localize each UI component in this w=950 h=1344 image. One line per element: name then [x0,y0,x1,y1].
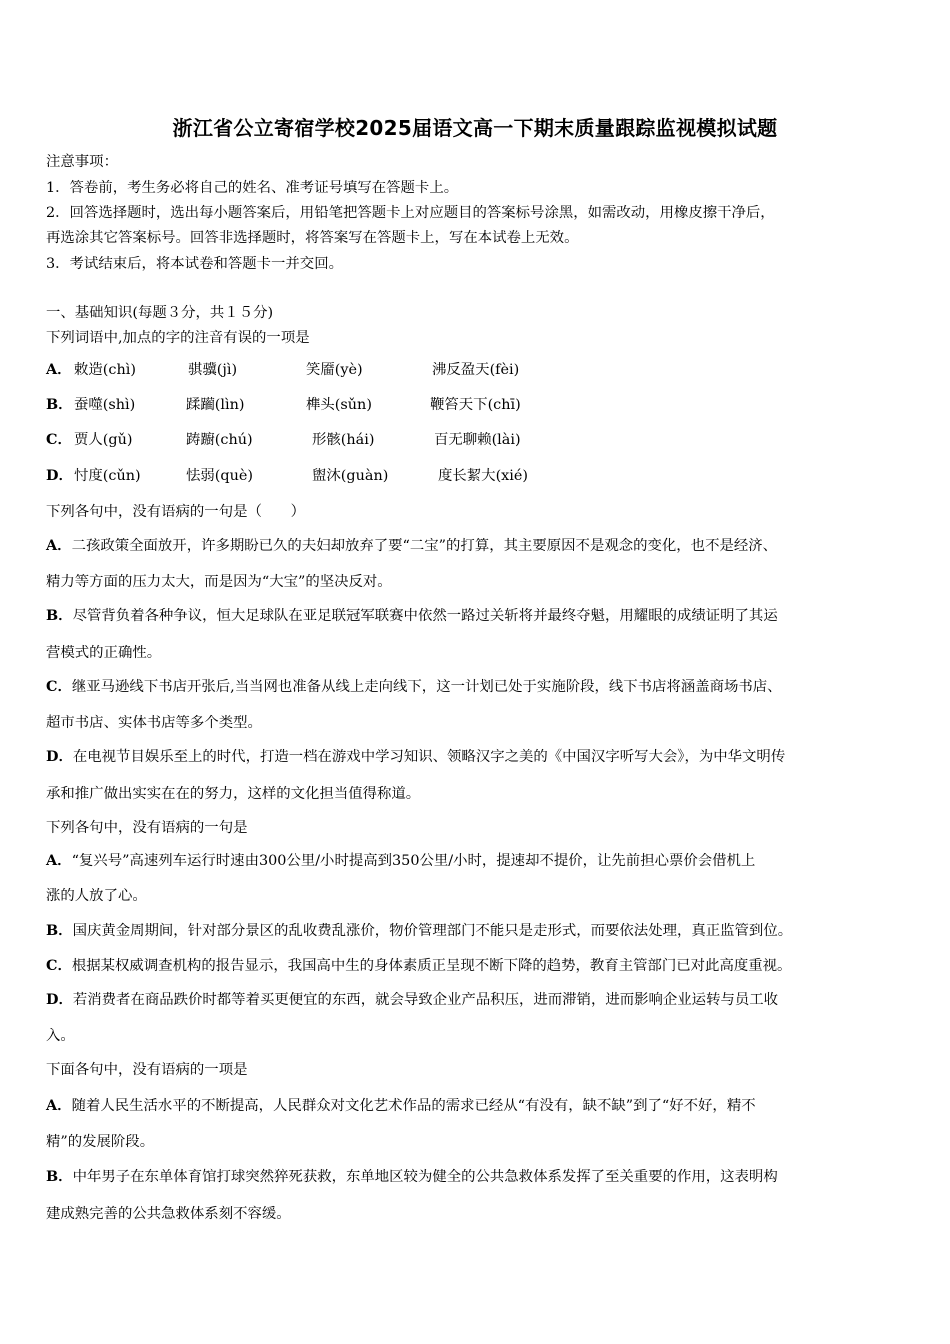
option-word: 忖度(cǔn) [74,468,141,484]
option-letter: B． [46,922,73,939]
option-text: 国庆黄金周期间，针对部分景区的乱收费乱涨价，物价管理部门不能只是走形式，而要依法处理，真正监管到位。 [72,923,793,939]
section-heading: 一、基础知识(每题３分，共１５分) [46,305,274,321]
option-line: 营模式的正确性。 [46,645,162,661]
option-letter: B． [46,396,73,413]
notice-item: 再选涂其它答案标号。回答非选择题时，将答案写在答题卡上，写在本试卷上无效。 [46,230,579,246]
option-line [46,851,912,871]
option-letter: D． [46,748,73,765]
option-text: 二孩政策全面放开，许多期盼已久的夫妇却放弃了要“二宝”的打算，其主要原因不是观念的变化，也不是经济、 [71,538,778,554]
option-text: 随着人民生活水平的不断提高，人民群众对文化艺术作品的需求已经从“有没有，缺不缺”到了“好不好，精不 [71,1098,756,1114]
option-text: 继亚马逊线下书店开张后,当当网也准备从线上走向线下，这一计划已处于实施阶段，线下书店将涵盖商场书店、 [71,679,782,695]
notice-item: 3．考试结束后，将本试卷和答题卡一并交回。 [46,256,343,272]
option-word: 盥沐(guàn) [312,468,389,484]
option-letter: C． [46,678,72,695]
option-letter: B． [46,1168,73,1185]
question-stem: 下列词语中,加点的字的注音有误的一项是 [46,330,310,346]
option-letter: A． [46,1097,72,1114]
option-line: 超市书店、实体书店等多个类型。 [46,715,262,731]
option-line: 精”的发展阶段。 [46,1134,155,1150]
option-word: 鞭笞天下(chī) [430,397,521,413]
option-line [46,1167,912,1187]
option-word: 骐骥(jì) [188,362,238,378]
option-word: 沸反盈天(fèi) [432,362,520,378]
option-line [46,921,912,941]
option-line [46,606,912,626]
option-letter: B． [46,607,73,624]
option-word: 贾人(gǔ) [74,432,133,448]
option-letter: D． [46,467,73,484]
option-text: 中年男子在东单体育馆打球突然猝死获救，东单地区较为健全的公共急救体系发挥了至关重要的作用，这表明构 [72,1169,778,1185]
option-word: 敕造(chì) [74,362,136,378]
option-text: 在电视节目娱乐至上的时代，打造一档在游戏中学习知识、领略汉字之美的《中国汉字听写大会》，为中华文明传 [72,749,786,765]
option-word: 蹂躏(lìn) [186,397,245,413]
option-line: 涨的人放了心。 [46,888,147,904]
option-word: 踌躕(chú) [186,432,253,448]
option-line: 入。 [46,1028,75,1044]
option-letter: A． [46,852,72,869]
option-letter: D． [46,991,73,1008]
option-line [46,1096,912,1116]
option-line: 建成熟完善的公共急救体系刻不容缓。 [46,1206,291,1222]
option-word: 百无聊赖(lài) [434,432,521,448]
option-letter: A． [46,361,72,378]
option-text: “复兴号”高速列车运行时速由300公里/小时提高到350公里/小时，提速却不提价，让先前担心票价会借机上 [71,853,756,869]
option-text: 尽管背负着各种争议，恒大足球队在亚足联冠军联赛中依然一路过关斩将并最终夺魁，用耀眼的成绩证明了其运 [72,608,778,624]
option-line [46,747,912,767]
option-word: 怯弱(què) [186,468,254,484]
question-stem: 下列各句中，没有语病的一句是（ ） [46,504,306,520]
option-letter: A． [46,537,72,554]
option-line [46,956,912,976]
question-stem: 下面各句中，没有语病的一项是 [46,1062,248,1078]
option-line: 精力等方面的压力太大，而是因为“大宝”的坚决反对。 [46,574,392,590]
notice-item: 2．回答选择题时，选出每小题答案后，用铅笔把答题卡上对应题目的答案标号涂黑，如需改动，用橡皮擦干净后， [46,205,775,221]
option-text: 根据某权威调查机构的报告显示，我国高中生的身体素质正呈现不断下降的趋势，教育主管部门已对此高度重视。 [71,958,792,974]
question-stem: 下列各句中，没有语病的一句是 [46,820,248,836]
option-line: 承和推广做出实实在在的努力，这样的文化担当值得称道。 [46,786,421,802]
page-title: 浙江省公立寄宿学校2025届语文高一下期末质量跟踪监视模拟试题 [172,116,778,140]
notice-heading: 注意事项： [46,154,118,170]
option-letter: C． [46,957,72,974]
option-line [46,990,912,1010]
notice-item: 1．答卷前，考生务必将自己的姓名、准考证号填写在答题卡上。 [46,180,459,196]
option-word: 度长絜大(xié) [438,468,529,484]
option-word: 蚕噬(shì) [74,397,136,413]
option-line [46,536,912,556]
option-text: 若消费者在商品跌价时都等着买更便宜的东西，就会导致企业产品积压，进而滞销，进而影响企业运转与员工收 [72,992,779,1008]
option-word: 形骸(hái) [312,432,375,448]
option-word: 笑靥(yè) [306,362,363,378]
option-letter: C． [46,431,72,448]
option-word: 榫头(sǔn) [306,397,372,413]
option-line [46,677,912,697]
